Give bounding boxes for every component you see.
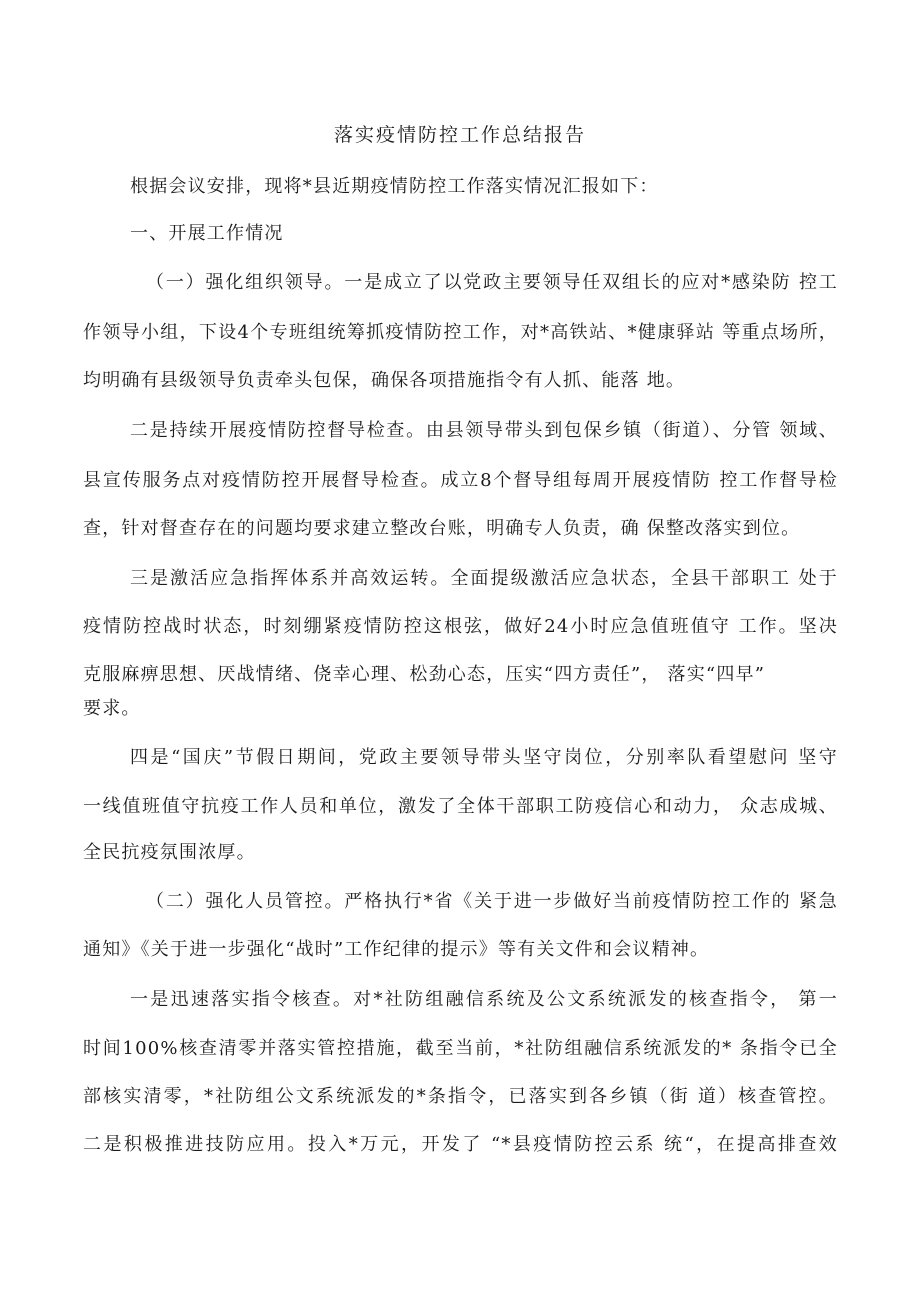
paragraph-line: 县宣传服务点对疫情防控开展督导检查。成立8个督导组每周开展疫情防 控工作督导检 [83, 470, 838, 491]
paragraph-line: 三是激活应急指挥体系并高效运转。全面提级激活应急状态，全县干部职工 处于 [130, 568, 838, 589]
paragraph-line: 时间100%核查清零并落实管控措施，截至当前，*社防组融信系统派发的* 条指令已全 [83, 1038, 838, 1059]
paragraph-line: 均明确有县级领导负责牵头包保，确保各项措施指令有人抓、能落 地。 [83, 370, 686, 391]
paragraph-line: （二）强化人员管控。严格执行*省《关于进一步做好当前疫情防控工作的 紧急 [146, 891, 838, 912]
paragraph-line: 二是持续开展疫情防控督导检查。由县领导带头到包保乡镇（街道）、分管 领域、 [130, 420, 838, 441]
paragraph-line: 一是迅速落实指令核查。对*社防组融信系统及公文系统派发的核查指令， 第一 [130, 989, 838, 1010]
document-title: 落实疫情防控工作总结报告 [333, 124, 586, 146]
paragraph-line: 四是“国庆”节假日期间，党政主要领导带头坚守岗位，分别率队看望慰问 坚守 [130, 747, 838, 768]
paragraph-line: 通知》《关于进一步强化“战时”工作纪律的提示》等有关文件和会议精神。 [83, 939, 710, 960]
paragraph-line: （一）强化组织领导。一是成立了以党政主要领导任双组长的应对*感染防 控工 [146, 272, 838, 293]
paragraph-line: 部核实清零，*社防组公文系统派发的*条指令，已落实到各乡镇（街 道）核查管控。 [83, 1086, 838, 1107]
paragraph-line: 查，针对督查存在的问题均要求建立整改台账，明确专人负责，确 保整改落实到位。 [83, 518, 801, 539]
paragraph-line: 疫情防控战时状态，时刻绷紧疫情防控这根弦，做好24小时应急值班值守 工作。坚决 [83, 616, 838, 637]
paragraph-line: 一线值班值守抗疫工作人员和单位，激发了全体干部职工防疫信心和动力， 众志成城、 [83, 796, 838, 817]
paragraph-line: 要求。 [83, 698, 141, 719]
paragraph-line: 二是积极推进技防应用。投入*万元，开发了 “*县疫情防控云系 统“，在提高排查效 [83, 1134, 838, 1155]
section-heading: 一、开展工作情况 [130, 223, 284, 244]
paragraph-line: 作领导小组，下设4个专班组统筹抓疫情防控工作，对*高铁站、*健康驿站 等重点场所， [83, 322, 838, 343]
paragraph-line: 克服麻痹思想、厌战情绪、侥幸心理、松劲心态，压实“四方责任”， 落实“四早” [83, 664, 766, 685]
intro-line: 根据会议安排，现将*县近期疫情防控工作落实情况汇报如下： [130, 176, 659, 197]
paragraph-line: 全民抗疫氛围浓厚。 [83, 842, 256, 863]
